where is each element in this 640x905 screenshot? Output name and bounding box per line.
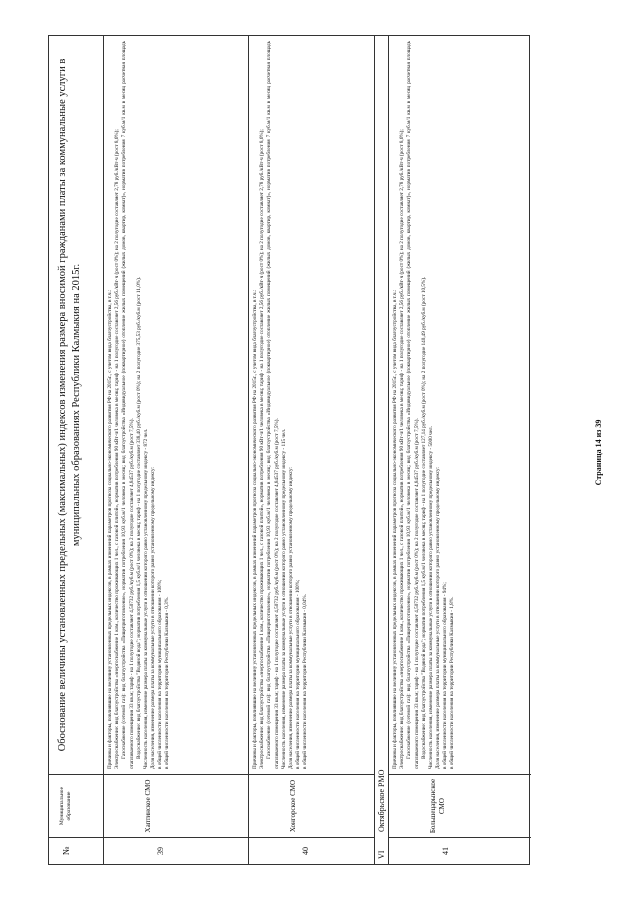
text-paragraph: в общей численности населения на территории муниципального образования - 100%; xyxy=(295,579,302,769)
text-paragraph: в общей численности населения на территории Республики Калмыкия - 0,04%. xyxy=(302,594,309,769)
text-paragraph: Газоснабжение (сетевой газ): вид благоустройства «Пищеприготовление», норматив потребления 10,93 куб.м/1 человека в месяц; вид благоустройства «Индивидуальное (поквартирное) отопление жилых помещений (жилых домов, квартир, комнат)», норматив потребления 7 куб.м/1 кв.м в месяц расчетная площадь отапливаемого помещения 33 кв.м; тариф - на 1 полугодие составляет 4,50732 руб./куб.м (рост 0%); на 2 полугодие составляет 4,84537 руб./куб.м (рост 7,5%). xyxy=(266,41,280,769)
header-title-cell xyxy=(49,36,103,774)
text-paragraph: в общей численности населения на территории Республики Калмыкия - 0,3%. xyxy=(164,596,171,769)
text-paragraph: Электроснабжение: вид благоустройства «энергоснабжение 1 ком., количество проживающих 1 чел., с газовой плитой», норматив потребления 90 кВт·ч/1 человека в месяц; тариф - на 1 полугодие составляет 2,56 руб./кВт·ч (рост 0%); на 2 полугодие составляет 2,78 руб./кВт·ч (рост 8,6%); xyxy=(114,129,121,769)
municipality-name: Хонгорское СМО xyxy=(289,779,297,833)
header-number-label: № xyxy=(61,846,71,856)
header-title: Обоснование величины установленных предельных (максимальных) индексов изменения размера вносимой гражданами платы за коммунальные услуги в муниципальных образованиях Республики Калмыкия на 2015г. xyxy=(57,58,83,752)
text-paragraph: Причины и факторы, повлиявшие на величину установленных предельных индексов, в рамках изменений параметров прогноза социально-экономического развития РФ на 2015г., с учетом вида благоустройства, в т.ч.: xyxy=(252,289,258,769)
section-row xyxy=(374,36,388,864)
header-municipality-cell xyxy=(49,774,103,837)
table-header-row xyxy=(49,36,103,864)
text-paragraph: Доля населения, изменение размера платы за коммунальные услуги в отношении которого равно установленному предельному индексу: xyxy=(435,467,442,769)
section-name: Октябрьское РМО xyxy=(377,769,386,832)
text-paragraph: Доля населения, изменение размера платы за коммунальные услуги в отношении которого равно установленному предельному индексу: xyxy=(150,467,157,769)
municipality-name: Большецарынское СМО xyxy=(429,778,447,834)
text-paragraph: Численность населения, изменение размера платы за коммунальные услуги в отношении которого равно установленному предельному индексу - 5000 чел. xyxy=(427,426,434,769)
text-paragraph: в общей численности населения на территории муниципального образования - 94%; xyxy=(442,582,449,769)
text-paragraph: Газоснабжение (сетевой газ): вид благоустройства «Пищеприготовление», норматив потребления 10,93 куб.м/1 человека в месяц; вид благоустройства «Индивидуальное (поквартирное) отопление жилых помещений (жилых домов, квартир, комнат)», норматив потребления 7 куб.м/1 кв.м в месяц расчетная площадь отапливаемого помещения 33 кв.м; тариф - на 1 полугодие составляет 4,50732 руб./куб.м (рост 0%); на 2 полугодие составляет 4,84537 руб./куб.м (рост 7,5%). xyxy=(121,41,135,769)
table-row xyxy=(103,36,248,864)
table-row xyxy=(388,36,531,864)
text-paragraph: Водоснабжение: вид благоустройства "Водяной вода"; норматив потребления 1,5 куб.м/1 человека в месяц; тариф - на 1 полугодие составляет 127,14 руб./куб.м (рост 0%); на 2 полугодие 140,49 руб./куб.м (рост 10,5%). xyxy=(420,276,427,759)
text-paragraph: Водоснабжение: вид благоустройства "Водяной вода"; норматив потребления 1,5 куб.м/1 человека в месяц; тариф - на 1 полугодие составляет 338,40 руб./куб.м (рост 0%); на 2 полугодие 375,53 руб./куб.м (рост 11,0%). xyxy=(135,276,142,759)
header-number-cell xyxy=(49,837,103,864)
text-paragraph: Газоснабжение (сетевой газ): вид благоустройства «Пищеприготовление», норматив потребления 10,93 куб.м/1 человека в месяц; вид благоустройства «Индивидуальное (поквартирное) отопление жилых помещений (жилых домов, квартир, комнат)», норматив потребления 7 куб.м/1 кв.м в месяц расчетная площадь отапливаемого помещения 33 кв.м; тариф - на 1 полугодие составляет 4,50732 руб./куб.м (рост 0%); на 2 полугодие составляет 4,84537 руб./куб.м (рост 7,5%). xyxy=(406,41,420,769)
row-number: 41 xyxy=(441,847,450,855)
text-paragraph: Доля населения, изменение размера платы за коммунальные услуги в отношении которого равно установленному предельному индексу: xyxy=(287,467,294,769)
text-paragraph: Численность населения, изменение размера платы за коммунальные услуги в отношении которого равно установленному предельному индексу - 872 чел. xyxy=(142,428,149,769)
text-paragraph: в общей численности населения на территории Республики Калмыкия - 1,8%. xyxy=(449,596,456,769)
justification-text xyxy=(249,36,374,774)
text-paragraph: Причины и факторы, повлиявшие на величину установленных предельных индексов, в рамках изменений параметров прогноза социально-экономического развития РФ на 2015г., с учетом вида благоустройства, в т.ч.: xyxy=(107,289,113,769)
section-roman-numeral: VI xyxy=(377,850,386,859)
text-paragraph: Электроснабжение: вид благоустройства «энергоснабжение 1 ком., количество проживающих 1 чел., с газовой плитой», норматив потребления 90 кВт·ч/1 человека в месяц; тариф - на 1 полугодие составляет 2,56 руб./кВт·ч (рост 0%); на 2 полугодие составляет 2,78 руб./кВт·ч (рост 8,6%); xyxy=(399,129,406,769)
justification-text xyxy=(389,36,531,774)
header-municipality-label: Муниципальное образование xyxy=(59,786,73,826)
justification-text xyxy=(104,36,248,774)
text-paragraph: Численность населения, изменение размера платы за коммунальные услуги в отношении которого равно установленному предельному индексу - 115 чел. xyxy=(280,428,287,769)
row-number: 39 xyxy=(156,847,165,855)
document-table xyxy=(48,35,530,865)
text-paragraph: Причины и факторы, повлиявшие на величину установленных предельных индексов, в рамках изменений параметров прогноза социально-экономического развития РФ на 2015г., с учетом вида благоустройства, в т.ч.: xyxy=(392,289,398,769)
text-paragraph: в общей численности населения на территории муниципального образования - 100%; xyxy=(157,579,164,769)
municipality-name: Хаптинское СМО xyxy=(144,779,152,833)
text-paragraph: Электроснабжение: вид благоустройства «энергоснабжение 1 ком., количество проживающих 1 чел., с газовой плитой», норматив потребления 90 кВт·ч/1 человека в месяц; тариф - на 1 полугодие составляет 2,56 руб./кВт·ч (рост 0%); на 2 полугодие составляет 2,78 руб./кВт·ч (рост 8,6%); xyxy=(259,129,266,769)
row-number: 40 xyxy=(301,847,310,855)
table-row xyxy=(248,36,374,864)
page-number: Страница 14 из 39 xyxy=(594,419,603,486)
